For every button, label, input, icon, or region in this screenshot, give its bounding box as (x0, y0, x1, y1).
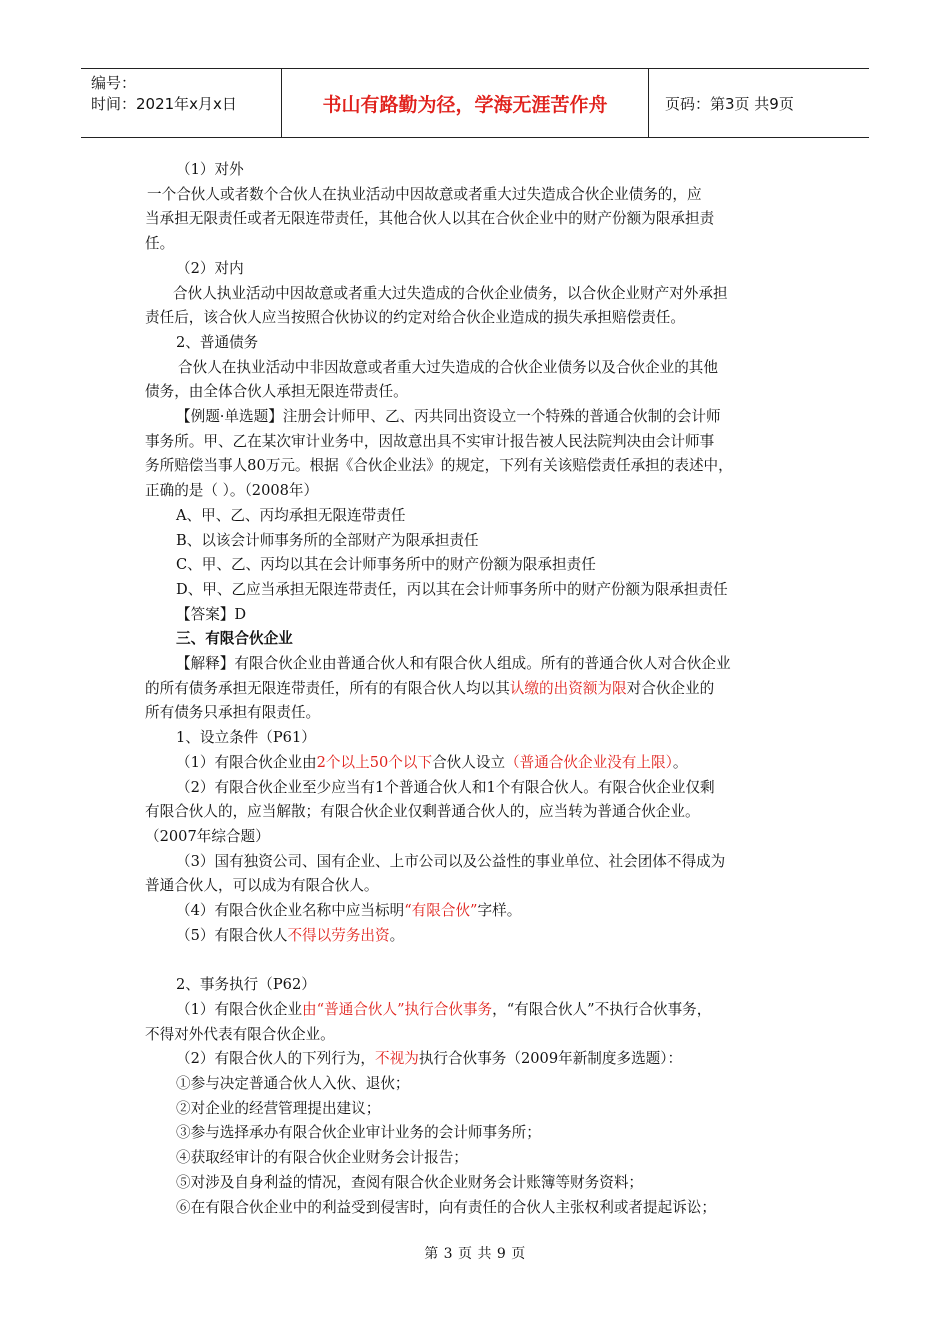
option-b: B、以该会计师事务所的全部财产为限承担责任 (176, 531, 479, 549)
paragraph: 合伙人在执业活动中非因故意或者重大过失造成的合伙企业债务以及合伙企业的其他 (178, 358, 718, 376)
document-body (145, 158, 810, 1220)
paragraph: 正确的是（ ）。（2008年） (145, 482, 319, 500)
date-label: 时间：2021年x月x日 (91, 95, 237, 113)
subheading-establishment: 1、设立条件（P61） (176, 729, 316, 747)
list-item: ④获取经审计的有限合伙企业财务会计报告； (176, 1149, 468, 1167)
paragraph: （2007年综合题） (145, 827, 270, 845)
paragraph: （3）国有独资公司、国有企业、上市公司以及公益性的事业单位、社会团体不得成为 (176, 852, 726, 870)
option-c: C、甲、乙、丙均以其在会计师事务所中的财产份额为限承担责任 (176, 556, 596, 574)
paragraph: 债务，由全体合伙人承担无限连带责任。 (145, 383, 408, 401)
paragraph: 有限合伙人的，应当解散；有限合伙企业仅剩普通合伙人的，应当转为普通合伙企业。 (145, 803, 700, 821)
paragraph: 当承担无限责任或者无限连带责任，其他合伙人以其在合伙企业中的财产份额为限承担责 (145, 210, 715, 228)
paragraph (145, 1047, 810, 1072)
option-a: A、甲、乙、丙均承担无限连带责任 (176, 506, 406, 524)
header-page-info: 页码：第3页 共9页 (665, 94, 794, 113)
subheading-ordinary-debt: 2、普通债务 (176, 333, 259, 351)
paragraph: 一个合伙人或者数个合伙人在执业活动中因故意或者重大过失造成合伙企业债务的，应 (147, 185, 702, 203)
example-question: 【例题·单选题】注册会计师甲、乙、丙共同出资设立一个特殊的普通合伙制的会计师 (176, 408, 721, 426)
paragraph: （2）有限合伙企业至少应当有1个普通合伙人和1个有限合伙人。有限合伙企业仅剩 (176, 778, 715, 796)
highlight: 不得以劳务出资 (287, 926, 390, 944)
answer: 【答案】D (176, 605, 247, 623)
highlight: 认缴的出资额为限 (509, 679, 627, 697)
paragraph: 合伙人执业活动中因故意或者重大过失造成的合伙企业债务，以合伙企业财产对外承担 (173, 284, 728, 302)
subheading-internal: （2）对内 (176, 259, 244, 277)
highlight: 由“普通合伙人”执行合伙事务 (302, 1000, 493, 1018)
highlight: 2个以上50个以下 (316, 753, 433, 771)
text: （5）有限合伙人 (176, 926, 288, 944)
paragraph: 务所赔偿当事人80万元。根据《合伙企业法》的规定，下列有关该赔偿责任承担的表述中， (145, 457, 733, 475)
paragraph: 责任后，该合伙人应当按照合伙协议的约定对给合伙企业造成的损失承担赔偿责任。 (145, 309, 685, 327)
paragraph (145, 924, 810, 949)
page-header (81, 68, 869, 138)
highlight: 不视为 (375, 1050, 419, 1068)
number-label: 编号： (91, 74, 137, 92)
text: （2）有限合伙人的下列行为， (176, 1050, 376, 1068)
paragraph: 不得对外代表有限合伙企业。 (145, 1025, 335, 1043)
header-motto: 书山有路勤为径，学海无涯苦作舟 (281, 69, 649, 137)
section-heading: 三、有限合伙企业 (176, 630, 293, 648)
text: （1）有限合伙企业由 (176, 753, 317, 771)
subheading-external: （1）对外 (176, 161, 244, 178)
text: 。 (672, 753, 688, 771)
subheading-affairs: 2、事务执行（P62） (176, 976, 316, 994)
list-item: ③参与选择承办有限合伙企业审计业务的会计师事务所； (176, 1124, 541, 1142)
option-d: D、甲、乙应当承担无限连带责任，丙以其在会计师事务所中的财产份额为限承担责任 (176, 580, 728, 598)
paragraph (145, 899, 810, 924)
paragraph (145, 677, 810, 702)
text: 对合伙企业的 (626, 679, 715, 697)
text: ，“有限合伙人”不执行合伙事务， (492, 1000, 712, 1018)
text: 执行合伙事务（2009年新制度多选题）： (418, 1050, 683, 1068)
list-item: ①参与决定普通合伙人入伙、退伙； (176, 1075, 410, 1092)
paragraph: 普通合伙人，可以成为有限合伙人。 (145, 877, 379, 895)
text: （4）有限合伙企业名称中应当标明 (176, 902, 405, 920)
paragraph: 【解释】有限合伙企业由普通合伙人和有限合伙人组成。所有的普通合伙人对合伙企业 (176, 655, 731, 673)
text: （1）有限合伙企业 (176, 1000, 303, 1018)
paragraph: 任。 (145, 235, 175, 253)
highlight: “有限合伙” (404, 902, 478, 920)
text: 。 (389, 926, 405, 944)
paragraph: 事务所。甲、乙在某次审计业务中，因故意出具不实审计报告被人民法院判决由会计师事 (145, 432, 715, 450)
header-meta (81, 69, 281, 137)
text: 字样。 (477, 902, 522, 920)
list-item: ⑤对涉及自身利益的情况，查阅有限合伙企业财务会计账簿等财务资料； (176, 1173, 644, 1191)
paragraph: 所有债务只承担有限责任。 (145, 704, 321, 722)
text: 的所有债务承担无限连带责任，所有的有限合伙人均以其 (145, 679, 510, 697)
page-footer: 第 3 页 共 9 页 (424, 1246, 526, 1262)
highlight: （普通合伙企业没有上限） (505, 753, 673, 771)
list-item: ②对企业的经营管理提出建议； (176, 1099, 381, 1117)
paragraph (145, 998, 810, 1023)
spacer (145, 949, 810, 974)
paragraph (145, 751, 810, 776)
text: 合伙人设立 (432, 753, 506, 771)
list-item: ⑥在有限合伙企业中的利益受到侵害时，向有责任的合伙人主张权利或者提起诉讼； (176, 1198, 716, 1216)
